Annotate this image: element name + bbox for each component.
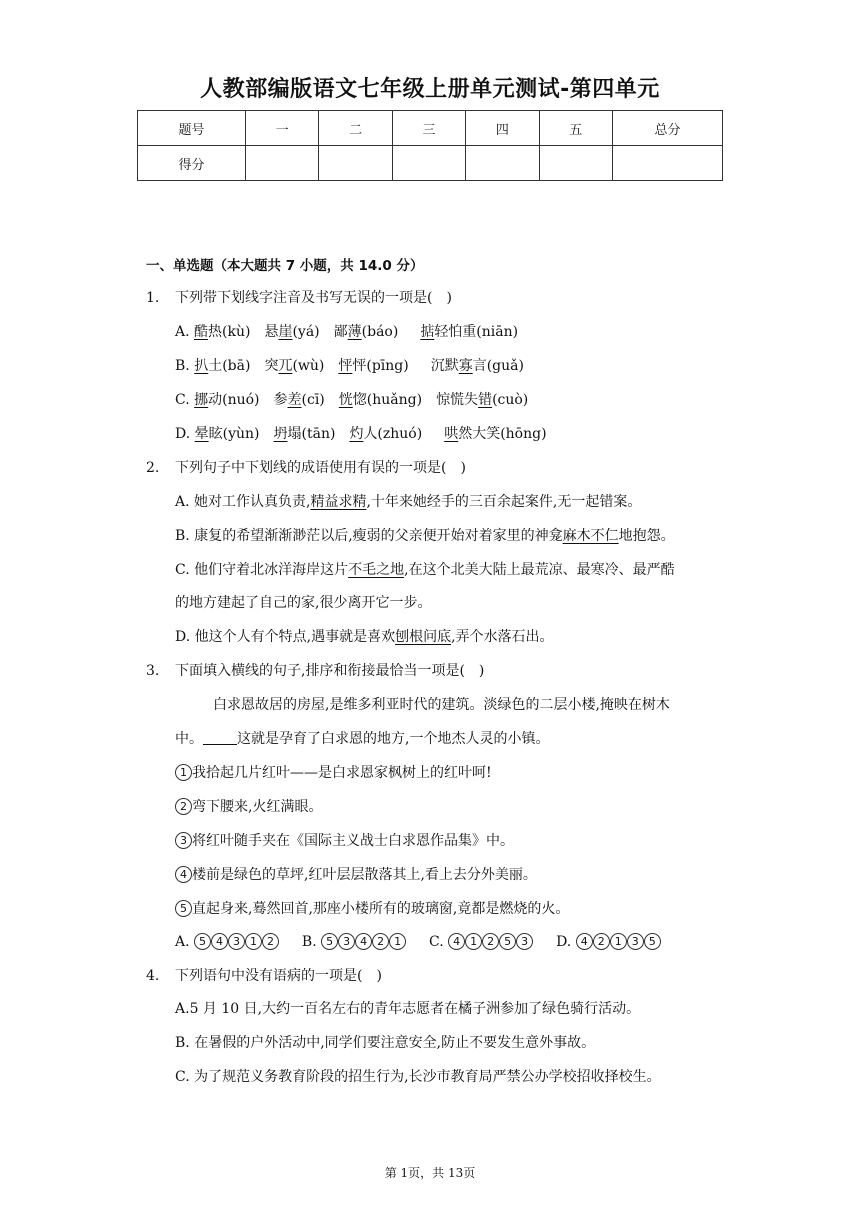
option-label: B. bbox=[175, 1035, 190, 1051]
option-text: ,弄个水落石出。 bbox=[451, 629, 554, 645]
option-label: A. bbox=[175, 324, 190, 340]
option-text: ,在这个北美大陆上最荒凉、最寒冷、最严酷 bbox=[404, 562, 675, 578]
page-footer: 第 1页，共 13页 bbox=[384, 1166, 476, 1180]
option-text: (cuò) bbox=[492, 392, 529, 408]
circled-number: 2 bbox=[262, 933, 279, 950]
sentence-item bbox=[175, 763, 492, 783]
underlined-char: 哄 bbox=[444, 426, 459, 442]
option-label: B. bbox=[175, 358, 190, 374]
score-table-score-row bbox=[138, 146, 723, 181]
sentence-item bbox=[175, 831, 514, 851]
option-text: 他这个人有个特点,遇事就是喜欢 bbox=[194, 629, 396, 645]
fill-blank bbox=[203, 730, 237, 745]
option-label: D. bbox=[175, 426, 191, 442]
option-text: 惚(huǎng) bbox=[352, 392, 423, 408]
circled-number: 4 bbox=[211, 933, 228, 950]
underlined-char: 崖 bbox=[278, 324, 293, 340]
question-text: 下列语句中没有语病的一项是( ) bbox=[175, 968, 382, 984]
option-text: 眩(yùn) bbox=[208, 426, 260, 442]
score-row-label: 得分 bbox=[138, 146, 246, 181]
score-header-cell: 总分 bbox=[612, 111, 722, 146]
q2-option-c-continued: 的地方建起了自己的家,很少离开它一步。 bbox=[175, 595, 432, 611]
sentence-text: 我拾起几片红叶——是白求恩家枫树上的红叶呵! bbox=[192, 765, 492, 781]
circled-number: 4 bbox=[448, 933, 465, 950]
underlined-char: 挪 bbox=[194, 392, 209, 408]
circled-number: 4 bbox=[175, 866, 192, 883]
sentence-text: 直起身来,蓦然回首,那座小楼所有的玻璃窗,竟都是燃烧的火。 bbox=[192, 901, 570, 917]
circled-number: 5 bbox=[175, 900, 192, 917]
underlined-char: 晕 bbox=[194, 426, 209, 442]
score-header-cell: 题号 bbox=[138, 111, 246, 146]
passage-text: 这就是孕育了白求恩的地方,一个地杰人灵的小镇。 bbox=[237, 731, 550, 747]
underlined-char: 酷 bbox=[194, 324, 209, 340]
underlined-char: 兀 bbox=[278, 358, 293, 374]
option-label: A. bbox=[175, 1001, 190, 1017]
q3-options bbox=[175, 932, 661, 952]
circled-number: 5 bbox=[644, 933, 661, 950]
q2-option-b bbox=[175, 526, 675, 546]
score-cell bbox=[392, 146, 465, 181]
option-label: C. bbox=[175, 562, 190, 578]
q2-option-d bbox=[175, 627, 554, 647]
option-text: 地抱怨。 bbox=[618, 528, 675, 544]
option-text: 参 bbox=[273, 392, 288, 408]
circled-number: 3 bbox=[175, 832, 192, 849]
option-text: 在暑假的户外活动中,同学们要注意安全,防止不要发生意外事故。 bbox=[194, 1035, 596, 1051]
question-number: 3. bbox=[146, 663, 160, 679]
question-text: 下列带下划线字注音及书写无误的一项是( ) bbox=[175, 290, 452, 306]
page-title: 人教部编版语文七年级上册单元测试-第四单元 bbox=[200, 77, 660, 102]
q1-option-a bbox=[175, 322, 518, 342]
circled-number: 2 bbox=[593, 933, 610, 950]
option-text: 人(zhuó) bbox=[363, 426, 423, 442]
underlined-char: 怦 bbox=[338, 358, 353, 374]
score-header-cell: 二 bbox=[319, 111, 392, 146]
question-number: 2. bbox=[146, 460, 160, 476]
option-label: C. bbox=[175, 1069, 190, 1085]
option-text: 然大笑(hōng) bbox=[458, 426, 547, 442]
circled-number: 5 bbox=[499, 933, 516, 950]
option-text: 为了规范义务教育阶段的招生行为,长沙市教育局严禁公办学校招收择校生。 bbox=[194, 1069, 661, 1085]
sentence-text: 楼前是绿色的草坪,红叶层层散落其上,看上去分外美丽。 bbox=[192, 867, 537, 883]
score-header-cell: 五 bbox=[539, 111, 612, 146]
option-label: A. bbox=[175, 494, 190, 510]
q1-option-b bbox=[175, 356, 524, 376]
option-text: 动(nuó) bbox=[208, 392, 260, 408]
option-label: D. bbox=[556, 934, 572, 950]
circled-number: 4 bbox=[355, 933, 372, 950]
circled-number: 1 bbox=[610, 933, 627, 950]
option-label: C. bbox=[175, 392, 190, 408]
circled-number: 1 bbox=[245, 933, 262, 950]
q2-option-a bbox=[175, 492, 641, 512]
sentence-text: 弯下腰来,火红满眼。 bbox=[192, 799, 323, 815]
option-text: 热(kù) bbox=[208, 324, 251, 340]
q4-option-a bbox=[175, 999, 640, 1019]
option-text: 5 月 10 日,大约一百名左右的青年志愿者在橘子洲参加了绿色骑行活动。 bbox=[189, 1001, 641, 1017]
underlined-idiom: 刨根问底 bbox=[395, 629, 452, 645]
question-number: 1. bbox=[146, 290, 160, 306]
passage-text: 白求恩故居的房屋,是维多利亚时代的建筑。淡绿色的二层小楼,掩映在树木 bbox=[213, 697, 670, 713]
circled-number: 2 bbox=[175, 798, 192, 815]
option-label: B. bbox=[175, 528, 190, 544]
option-text: 悬 bbox=[264, 324, 279, 340]
option-label: B. bbox=[301, 934, 317, 950]
score-cell bbox=[319, 146, 392, 181]
score-cell bbox=[612, 146, 722, 181]
circled-number: 5 bbox=[321, 933, 338, 950]
score-cell bbox=[539, 146, 612, 181]
underlined-char: 坍 bbox=[273, 426, 288, 442]
underlined-idiom: 麻木不仁 bbox=[562, 528, 619, 544]
sentence-item bbox=[175, 797, 322, 817]
option-text: 沉默 bbox=[430, 358, 459, 374]
option-text: 塌(tān) bbox=[287, 426, 336, 442]
underlined-char: 扒 bbox=[194, 358, 209, 374]
circled-number: 3 bbox=[338, 933, 355, 950]
option-label: A. bbox=[175, 934, 190, 950]
question-text: 下面填入横线的句子,排序和衔接最恰当一项是( ) bbox=[175, 663, 485, 679]
circled-number: 3 bbox=[516, 933, 533, 950]
underlined-char: 寡 bbox=[458, 358, 473, 374]
circled-number: 1 bbox=[175, 764, 192, 781]
question-text: 下列句子中下划线的成语使用有误的一项是( ) bbox=[175, 460, 466, 476]
passage-text: 中。 bbox=[175, 731, 203, 747]
q4-option-c bbox=[175, 1067, 661, 1087]
underlined-char: 薄 bbox=[347, 324, 362, 340]
circled-number: 1 bbox=[465, 933, 482, 950]
underlined-char: 恍 bbox=[338, 392, 353, 408]
underlined-char: 差 bbox=[287, 392, 302, 408]
sentence-item bbox=[175, 865, 537, 885]
score-header-cell: 四 bbox=[466, 111, 539, 146]
passage-text-continued bbox=[175, 729, 549, 749]
option-text: 他们守着北冰洋海岸这片 bbox=[194, 562, 349, 578]
score-table-header-row bbox=[138, 111, 723, 146]
option-text: 惊慌失 bbox=[436, 392, 479, 408]
score-header-cell: 三 bbox=[392, 111, 465, 146]
circled-number: 3 bbox=[627, 933, 644, 950]
option-text: (yá) bbox=[292, 324, 320, 340]
q2-option-c bbox=[175, 560, 675, 580]
score-cell bbox=[466, 146, 539, 181]
score-table bbox=[137, 110, 723, 181]
underlined-char: 掂 bbox=[420, 324, 435, 340]
q1-option-d bbox=[175, 424, 547, 444]
option-text: 康复的希望渐渐渺茫以后,瘦弱的父亲便开始对着家里的神龛 bbox=[194, 528, 563, 544]
option-text: 怦(pīng) bbox=[352, 358, 409, 374]
score-header-cell: 一 bbox=[246, 111, 319, 146]
circled-number: 4 bbox=[576, 933, 593, 950]
q4-option-b bbox=[175, 1033, 595, 1053]
circled-number: 2 bbox=[482, 933, 499, 950]
circled-number: 3 bbox=[228, 933, 245, 950]
option-text: 轻怕重(niān) bbox=[434, 324, 519, 340]
sentence-text: 将红叶随手夹在《国际主义战士白求恩作品集》中。 bbox=[192, 833, 514, 849]
circled-number: 5 bbox=[194, 933, 211, 950]
circled-number: 1 bbox=[389, 933, 406, 950]
underlined-idiom: 精益求精 bbox=[310, 494, 367, 510]
underlined-char: 错 bbox=[478, 392, 493, 408]
score-cell bbox=[246, 146, 319, 181]
q1-option-c bbox=[175, 390, 528, 410]
option-text: 言(guǎ) bbox=[472, 358, 524, 374]
option-label: D. bbox=[175, 629, 191, 645]
question-number: 4. bbox=[146, 968, 160, 984]
option-text: (wù) bbox=[292, 358, 325, 374]
option-text: (báo) bbox=[361, 324, 399, 340]
option-text: 突 bbox=[264, 358, 279, 374]
option-text: 她对工作认真负责, bbox=[194, 494, 311, 510]
option-label: C. bbox=[429, 934, 444, 950]
circled-number: 2 bbox=[372, 933, 389, 950]
sentence-item bbox=[175, 899, 569, 919]
section-heading: 一、单选题（本大题共 7 小题，共 14.0 分） bbox=[146, 258, 424, 274]
underlined-idiom: 不毛之地 bbox=[348, 562, 405, 578]
option-text: ,十年来她经手的三百余起案件,无一起错案。 bbox=[366, 494, 642, 510]
option-text: (cī) bbox=[301, 392, 325, 408]
underlined-char: 灼 bbox=[349, 426, 364, 442]
option-text: 土(bā) bbox=[208, 358, 251, 374]
option-text: 鄙 bbox=[333, 324, 348, 340]
